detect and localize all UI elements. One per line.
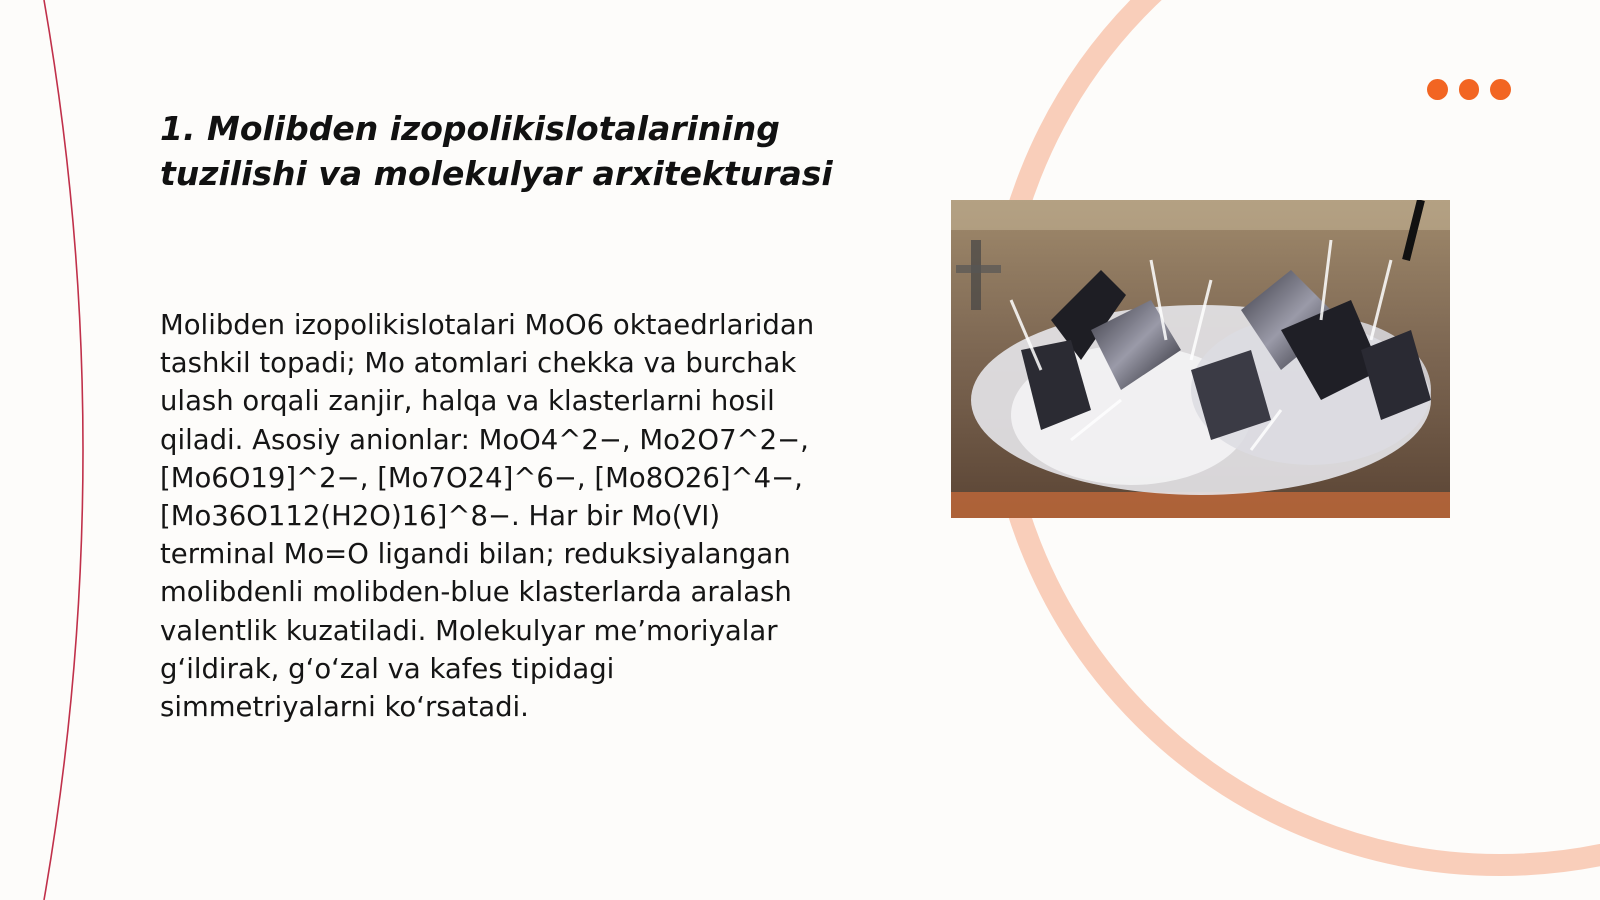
dot-icon	[1490, 79, 1511, 100]
dot-icon	[1427, 79, 1448, 100]
dots-decoration	[1427, 79, 1511, 101]
crystals-photo	[951, 200, 1450, 518]
slide-body-text: Molibden izopolikislotalari MoO6 oktaedrlaridan tashkil topadi; Mo atomlari chekka va burchak ulash orqali zanjir, halqa va klasterlarni hosil qiladi. Asosiy anionlar: MoO4^2−, Mo2O7^2−, [Mo6O19]^2−, [Mo7O24]^6−, [Mo8O26]^4−, [Mo36O112(H2O)16]^8−. Har bir Mo(VI) terminal Mo=O ligandi bilan; reduksiyalangan molibdenli molibden-blue klasterlarda aralash valentlik kuzatiladi. Molekulyar me’moriyalar g‘ildirak, g‘o‘zal va kafes tipidagi simmetriyalarni ko‘rsatadi.	[160, 309, 815, 724]
dot-icon	[1459, 79, 1480, 100]
slide-title: 1. Molibden izopolikislotalarining tuzilishi va molekulyar arxitekturasi	[160, 109, 833, 193]
decorative-left-curve	[44, 0, 83, 900]
